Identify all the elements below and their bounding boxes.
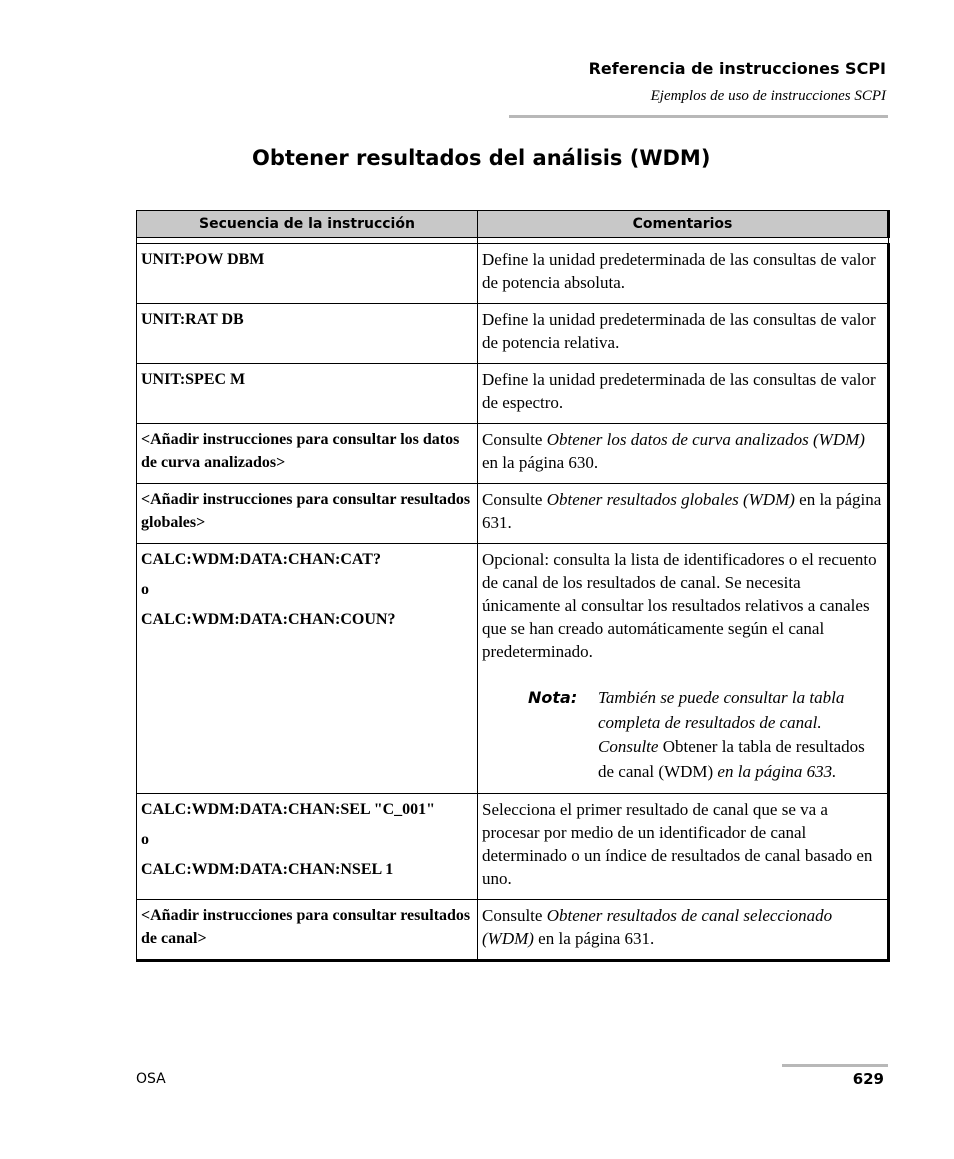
instruction-line: CALC:WDM:DATA:CHAN:COUN? <box>141 611 396 628</box>
comment-text: Opcional: consulta la lista de identificadores o el recuento de canal de los resultados de canal. Se necesita únicamente al consultar los resultados relativos a canales que se han creado automáticamente según el canal predeterminado. <box>482 550 877 661</box>
comment-text: Consulte <box>482 490 547 509</box>
table-row <box>137 244 889 304</box>
column-header-sequence: Secuencia de la instrucción <box>137 211 478 238</box>
comment-text: en la página 630. <box>482 453 599 472</box>
comment-cell: Define la unidad predeterminada de las consultas de valor de espectro. <box>478 364 889 424</box>
instruction-cell <box>137 544 478 794</box>
table-row <box>137 794 889 900</box>
note-reference-link[interactable]: Obtener la tabla de resultados de canal (WDM) <box>598 737 865 781</box>
table-row <box>137 484 889 544</box>
table-header-row <box>137 211 889 238</box>
instruction-cell: <Añadir instrucciones para consultar resultados de canal> <box>137 900 478 961</box>
comment-text: en la página 631. <box>533 929 655 948</box>
footer-product-name: OSA <box>136 1071 166 1087</box>
comment-cell: Define la unidad predeterminada de las consultas de valor de potencia relativa. <box>478 304 889 364</box>
instruction-cell: UNIT:SPEC M <box>137 364 478 424</box>
page-number: 629 <box>852 1070 884 1088</box>
instruction-cell: UNIT:POW DBM <box>137 244 478 304</box>
instruction-table <box>136 210 890 962</box>
instruction-cell: <Añadir instrucciones para consultar los datos de curva analizados> <box>137 424 478 484</box>
table-row <box>137 364 889 424</box>
instruction-line: CALC:WDM:DATA:CHAN:SEL "C_001" <box>141 801 436 818</box>
table-row <box>137 544 889 794</box>
comment-cell: Define la unidad predeterminada de las consultas de valor de potencia absoluta. <box>478 244 889 304</box>
comment-cell <box>478 424 889 484</box>
instruction-cell <box>137 794 478 900</box>
header-rule <box>509 115 888 118</box>
or-separator: o <box>141 831 149 848</box>
comment-cell: Selecciona el primer resultado de canal que se va a procesar por medio de un identificador de canal determinado o un índice de resultados de canal basado en uno. <box>478 794 889 900</box>
instruction-cell: UNIT:RAT DB <box>137 304 478 364</box>
comment-text: Consulte <box>482 430 547 449</box>
running-header-subtitle: Ejemplos de uso de instrucciones SCPI <box>650 88 886 104</box>
cross-reference-link[interactable]: Obtener resultados globales (WDM) <box>546 490 795 509</box>
note-text <box>598 686 883 784</box>
cross-reference-link[interactable]: Obtener resultados de canal seleccionado (WDM) <box>482 906 833 948</box>
note-text-a: También se puede consultar la tabla completa de resultados de canal. Consulte <box>598 688 845 756</box>
comment-cell <box>478 544 889 794</box>
instruction-line: CALC:WDM:DATA:CHAN:NSEL 1 <box>141 861 394 878</box>
or-separator: o <box>141 581 149 598</box>
table-row <box>137 424 889 484</box>
footer-rule <box>782 1064 888 1067</box>
note-text-c: en la página 633. <box>713 761 837 781</box>
column-header-comments: Comentarios <box>478 211 889 238</box>
note-block <box>528 686 883 784</box>
table-row <box>137 900 889 961</box>
instruction-cell: <Añadir instrucciones para consultar resultados globales> <box>137 484 478 544</box>
cross-reference-link[interactable]: Obtener los datos de curva analizados (WDM) <box>546 430 865 449</box>
comment-cell <box>478 484 889 544</box>
comment-cell <box>478 900 889 961</box>
comment-text: en la página 631. <box>482 490 882 532</box>
instruction-line: CALC:WDM:DATA:CHAN:CAT? <box>141 551 381 568</box>
table-row <box>137 304 889 364</box>
running-header-title: Referencia de instrucciones SCPI <box>588 59 886 78</box>
comment-text: Consulte <box>482 906 547 925</box>
note-label: Nota: <box>528 688 578 707</box>
section-title: Obtener resultados del análisis (WDM) <box>252 146 711 170</box>
